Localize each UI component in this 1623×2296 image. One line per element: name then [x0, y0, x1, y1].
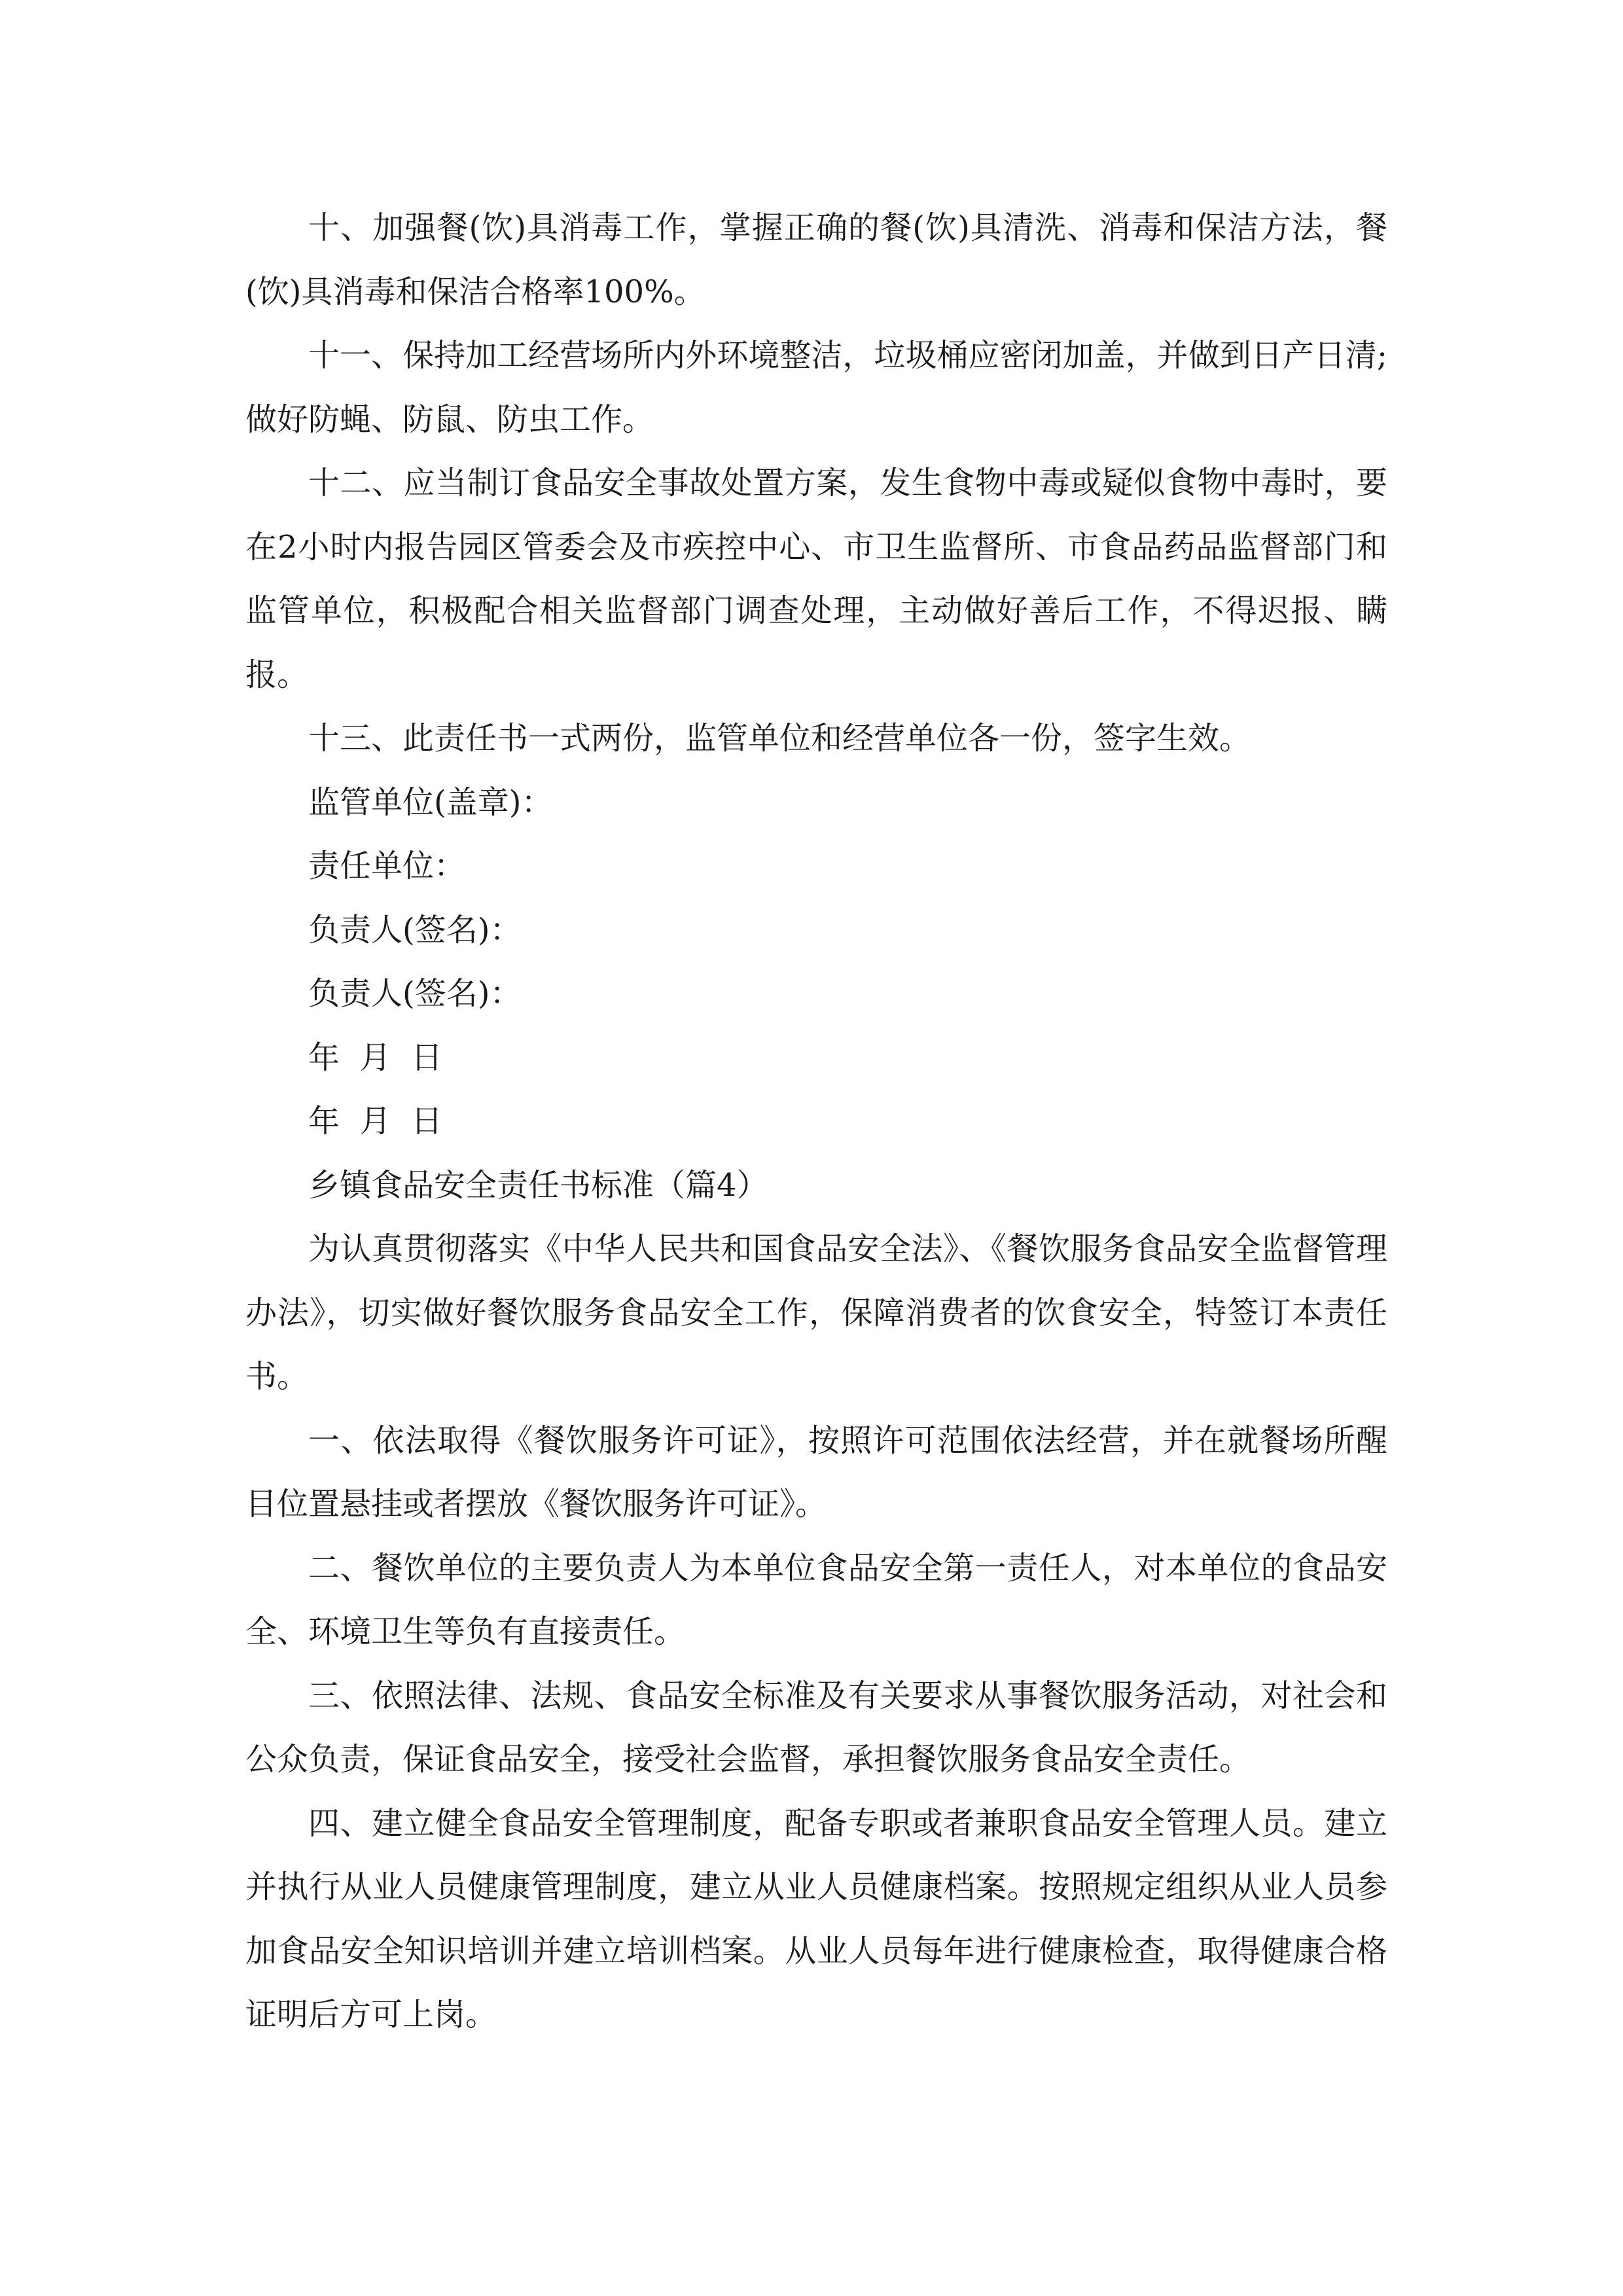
clause-12: 十二、应当制订食品安全事故处置方案，发生食物中毒或疑似食物中毒时，要在2小时内报告园区管委会及市疾控中心、市卫生监督所、市食品药品监督部门和监管单位，积极配合相关监督部门调查处理，主动做好善后工作，不得迟报、瞒报。 [245, 465, 1387, 693]
date-line-2: 年 月 日 [308, 1103, 443, 1139]
date-line-1: 年 月 日 [308, 1039, 443, 1076]
document-body [245, 196, 1387, 2047]
section-heading: 乡镇食品安全责任书标准（篇4） [308, 1166, 768, 1204]
clause-10: 十、加强餐(饮)具消毒工作，掌握正确的餐(饮)具清洗、消毒和保洁方法，餐(饮)具消毒和保洁合格率100%。 [245, 209, 1387, 310]
signatory-line-2: 负责人(签名)： [308, 975, 522, 1012]
preamble-paragraph: 为认真贯彻落实《中华人民共和国食品安全法》、《餐饮服务食品安全监督管理办法》，切实做好餐饮服务食品安全工作，保障消费者的饮食安全，特签订本责任书。 [245, 1230, 1387, 1395]
clause-2: 二、餐饮单位的主要负责人为本单位食品安全第一责任人，对本单位的食品安全、环境卫生等负有直接责任。 [245, 1549, 1387, 1650]
clause-13: 十三、此责任书一式两份，监管单位和经营单位各一份，签字生效。 [308, 720, 1251, 757]
supervisor-seal-line: 监管单位(盖章)： [308, 783, 553, 821]
clause-11: 十一、保持加工经营场所内外环境整洁，垃圾桶应密闭加盖，并做到日产日清;做好防蝇、防鼠、防虫工作。 [245, 337, 1387, 438]
clause-1: 一、依法取得《餐饮服务许可证》，按照许可范围依法经营，并在就餐场所醒目位置悬挂或者摆放《餐饮服务许可证》。 [245, 1422, 1387, 1522]
signatory-line-1: 负责人(签名)： [308, 911, 522, 948]
clause-3: 三、依照法律、法规、食品安全标准及有关要求从事餐饮服务活动，对社会和公众负责，保证食品安全，接受社会监督，承担餐饮服务食品安全责任。 [245, 1677, 1387, 1778]
responsible-unit-line: 责任单位： [308, 848, 466, 884]
clause-4: 四、建立健全食品安全管理制度，配备专职或者兼职食品安全管理人员。建立并执行从业人员健康管理制度，建立从业人员健康档案。按照规定组织从业人员参加食品安全知识培训并建立培训档案。从业人员每年进行健康检查，取得健康合格证明后方可上岗。 [245, 1804, 1387, 2033]
